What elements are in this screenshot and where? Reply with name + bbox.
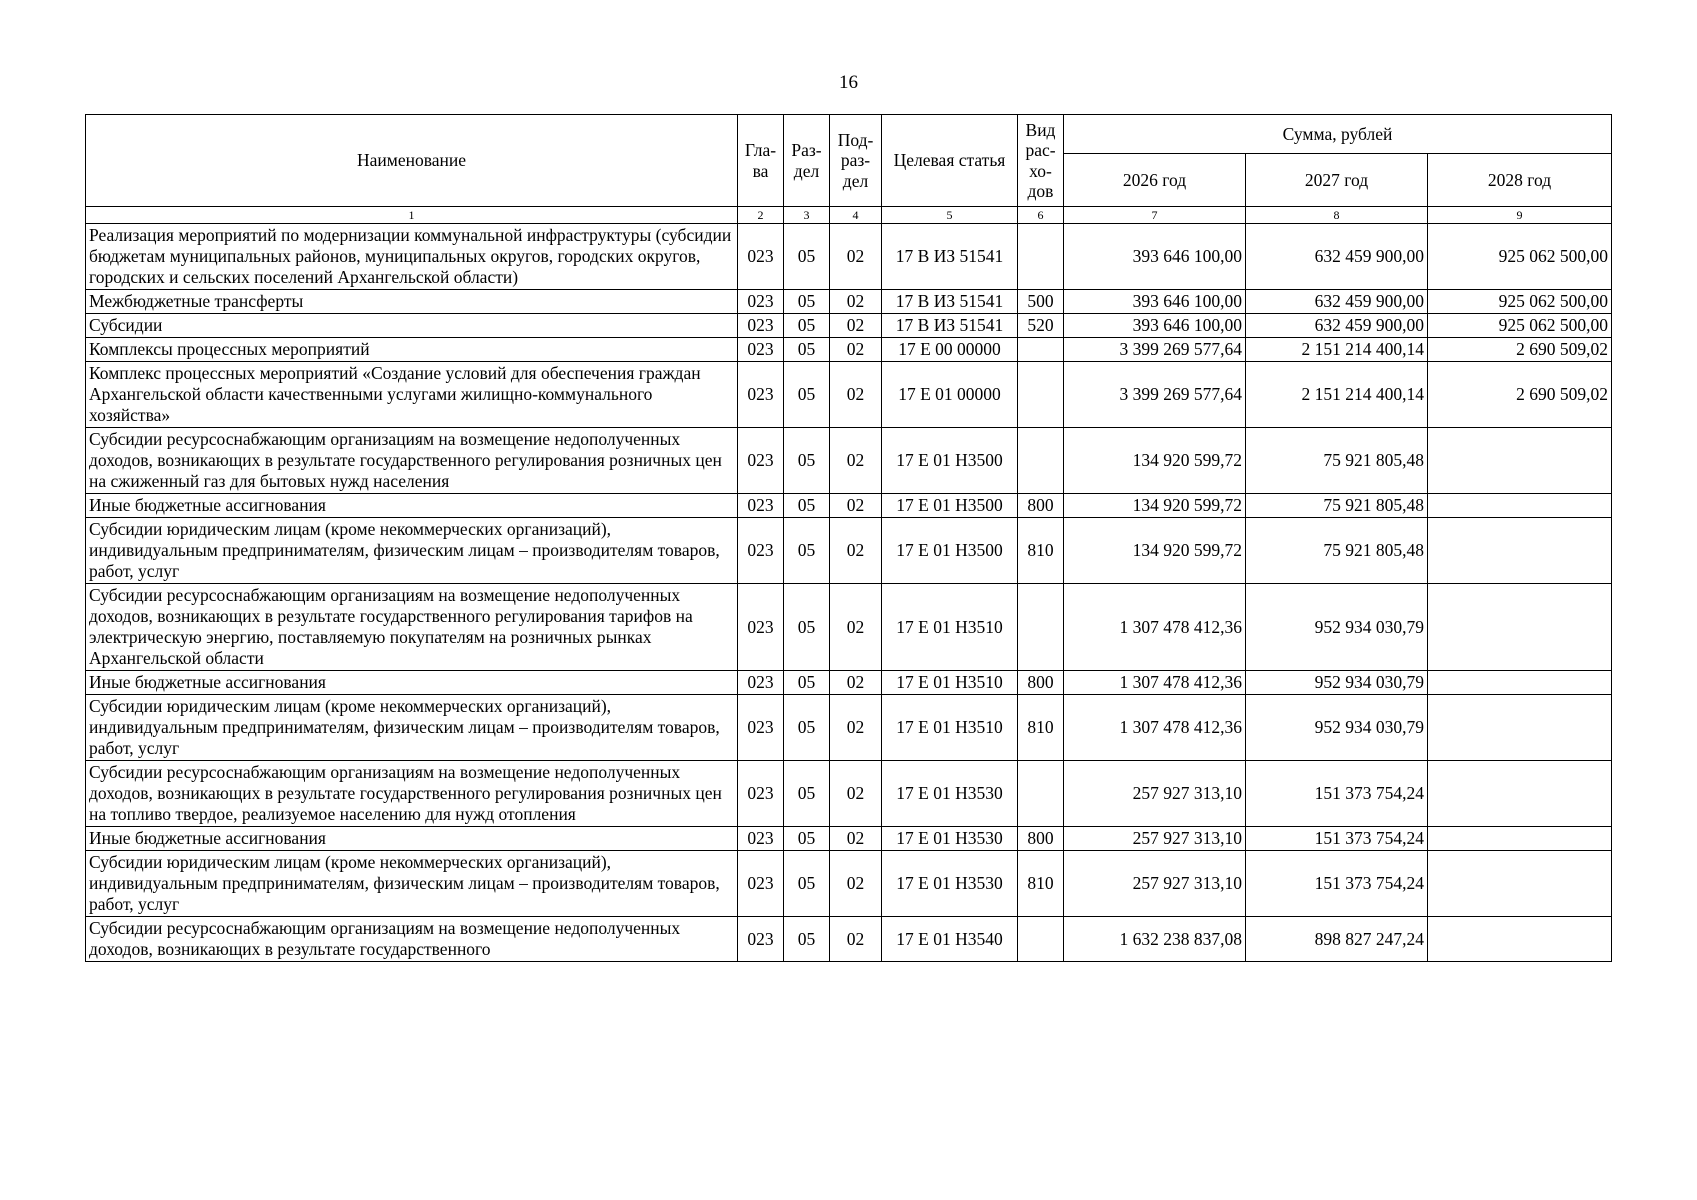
cell-celevaya-statya: 17 Е 01 Н3500 <box>882 518 1018 584</box>
cell-glava: 023 <box>738 224 784 290</box>
cell-name: Комплексы процессных мероприятий <box>86 338 738 362</box>
cell-name: Субсидии <box>86 314 738 338</box>
cell-sum-2027: 75 921 805,48 <box>1246 518 1428 584</box>
table-row <box>86 338 1612 362</box>
cell-celevaya-statya: 17 Е 01 Н3530 <box>882 761 1018 827</box>
cell-sum-2026: 1 632 238 837,08 <box>1064 917 1246 962</box>
cell-vid-rashodov <box>1018 362 1064 428</box>
cell-podrazdel: 02 <box>830 314 882 338</box>
cell-name: Иные бюджетные ассигнования <box>86 494 738 518</box>
cell-razdel: 05 <box>784 761 830 827</box>
header-vid-text: Вид рас-хо-дов <box>1025 120 1056 201</box>
header-celevaya <box>882 115 1018 207</box>
cell-glava: 023 <box>738 428 784 494</box>
column-number: 6 <box>1018 207 1064 224</box>
table-row <box>86 761 1612 827</box>
cell-sum-2027: 75 921 805,48 <box>1246 428 1428 494</box>
cell-vid-rashodov: 500 <box>1018 290 1064 314</box>
table-body <box>86 224 1612 962</box>
cell-celevaya-statya: 17 Е 01 Н3510 <box>882 671 1018 695</box>
cell-sum-2026: 1 307 478 412,36 <box>1064 584 1246 671</box>
table-row <box>86 362 1612 428</box>
cell-name: Субсидии ресурсоснабжающим организациям на возмещение недополученных доходов, возникающих в результате государственного регулирования розничных цен на топливо твердое, реализуемое населению для нужд отопления <box>86 761 738 827</box>
table-row <box>86 290 1612 314</box>
cell-podrazdel: 02 <box>830 761 882 827</box>
cell-podrazdel: 02 <box>830 917 882 962</box>
cell-glava: 023 <box>738 584 784 671</box>
cell-name: Субсидии юридическим лицам (кроме некоммерческих организаций), индивидуальным предпринимателям, физическим лицам – производителям товаров, работ, услуг <box>86 518 738 584</box>
cell-podrazdel: 02 <box>830 518 882 584</box>
table-row <box>86 518 1612 584</box>
cell-glava: 023 <box>738 494 784 518</box>
cell-sum-2026: 1 307 478 412,36 <box>1064 671 1246 695</box>
cell-razdel: 05 <box>784 362 830 428</box>
cell-vid-rashodov: 800 <box>1018 671 1064 695</box>
cell-razdel: 05 <box>784 224 830 290</box>
header-year-2027: 2027 год <box>1246 154 1428 207</box>
cell-celevaya-statya: 17 Е 00 00000 <box>882 338 1018 362</box>
table-row <box>86 695 1612 761</box>
cell-celevaya-statya: 17 В ИЗ 51541 <box>882 314 1018 338</box>
table-row <box>86 494 1612 518</box>
cell-celevaya-statya: 17 В ИЗ 51541 <box>882 290 1018 314</box>
cell-sum-2028 <box>1428 671 1612 695</box>
cell-sum-2027: 75 921 805,48 <box>1246 494 1428 518</box>
cell-razdel: 05 <box>784 290 830 314</box>
cell-name: Межбюджетные трансферты <box>86 290 738 314</box>
cell-podrazdel: 02 <box>830 224 882 290</box>
cell-sum-2027: 2 151 214 400,14 <box>1246 338 1428 362</box>
cell-podrazdel: 02 <box>830 290 882 314</box>
column-number: 4 <box>830 207 882 224</box>
cell-razdel: 05 <box>784 671 830 695</box>
header-razdel <box>784 115 830 207</box>
column-number: 1 <box>86 207 738 224</box>
table-row <box>86 917 1612 962</box>
cell-sum-2027: 632 459 900,00 <box>1246 224 1428 290</box>
cell-glava: 023 <box>738 851 784 917</box>
cell-razdel: 05 <box>784 518 830 584</box>
cell-celevaya-statya: 17 Е 01 00000 <box>882 362 1018 428</box>
cell-razdel: 05 <box>784 428 830 494</box>
cell-sum-2028: 925 062 500,00 <box>1428 224 1612 290</box>
cell-sum-2026: 393 646 100,00 <box>1064 224 1246 290</box>
cell-sum-2026: 257 927 313,10 <box>1064 761 1246 827</box>
cell-glava: 023 <box>738 695 784 761</box>
cell-name: Субсидии юридическим лицам (кроме некоммерческих организаций), индивидуальным предпринимателям, физическим лицам – производителям товаров, работ, услуг <box>86 851 738 917</box>
column-number: 9 <box>1428 207 1612 224</box>
cell-sum-2027: 151 373 754,24 <box>1246 827 1428 851</box>
cell-celevaya-statya: 17 Е 01 Н3510 <box>882 695 1018 761</box>
header-name: Наименование <box>86 115 738 207</box>
cell-name: Иные бюджетные ассигнования <box>86 671 738 695</box>
cell-razdel: 05 <box>784 917 830 962</box>
cell-glava: 023 <box>738 518 784 584</box>
cell-sum-2027: 632 459 900,00 <box>1246 314 1428 338</box>
cell-name: Субсидии ресурсоснабжающим организациям на возмещение недополученных доходов, возникающих в результате государственного регулирования тарифов на электрическую энергию, поставляемую покупателям на розничных рынках Архангельской области <box>86 584 738 671</box>
cell-glava: 023 <box>738 671 784 695</box>
cell-sum-2026: 393 646 100,00 <box>1064 290 1246 314</box>
column-number: 8 <box>1246 207 1428 224</box>
cell-glava: 023 <box>738 917 784 962</box>
header-celevaya-text: Целевая статья <box>893 150 1006 170</box>
cell-razdel: 05 <box>784 314 830 338</box>
cell-glava: 023 <box>738 290 784 314</box>
cell-podrazdel: 02 <box>830 827 882 851</box>
cell-sum-2028: 925 062 500,00 <box>1428 314 1612 338</box>
cell-sum-2028 <box>1428 584 1612 671</box>
cell-razdel: 05 <box>784 494 830 518</box>
column-number: 3 <box>784 207 830 224</box>
budget-table <box>85 114 1612 962</box>
cell-sum-2026: 1 307 478 412,36 <box>1064 695 1246 761</box>
cell-podrazdel: 02 <box>830 584 882 671</box>
header-podrazdel <box>830 115 882 207</box>
cell-glava: 023 <box>738 362 784 428</box>
cell-sum-2028 <box>1428 761 1612 827</box>
cell-vid-rashodov <box>1018 584 1064 671</box>
cell-sum-2026: 3 399 269 577,64 <box>1064 362 1246 428</box>
cell-sum-2027: 898 827 247,24 <box>1246 917 1428 962</box>
cell-celevaya-statya: 17 Е 01 Н3500 <box>882 428 1018 494</box>
cell-name: Иные бюджетные ассигнования <box>86 827 738 851</box>
cell-sum-2028: 2 690 509,02 <box>1428 338 1612 362</box>
cell-podrazdel: 02 <box>830 494 882 518</box>
cell-podrazdel: 02 <box>830 695 882 761</box>
cell-podrazdel: 02 <box>830 362 882 428</box>
cell-name: Субсидии ресурсоснабжающим организациям на возмещение недополученных доходов, возникающих в результате государственного регулирования розничных цен на сжиженный газ для бытовых нужд населения <box>86 428 738 494</box>
cell-vid-rashodov: 810 <box>1018 518 1064 584</box>
cell-razdel: 05 <box>784 338 830 362</box>
cell-sum-2027: 151 373 754,24 <box>1246 761 1428 827</box>
cell-vid-rashodov <box>1018 761 1064 827</box>
cell-sum-2026: 134 920 599,72 <box>1064 518 1246 584</box>
cell-celevaya-statya: 17 Е 01 Н3530 <box>882 851 1018 917</box>
cell-vid-rashodov: 800 <box>1018 827 1064 851</box>
table-row <box>86 827 1612 851</box>
header-year-2026: 2026 год <box>1064 154 1246 207</box>
cell-sum-2026: 393 646 100,00 <box>1064 314 1246 338</box>
cell-vid-rashodov: 810 <box>1018 695 1064 761</box>
cell-razdel: 05 <box>784 584 830 671</box>
cell-razdel: 05 <box>784 851 830 917</box>
cell-sum-2027: 952 934 030,79 <box>1246 695 1428 761</box>
cell-sum-2027: 952 934 030,79 <box>1246 584 1428 671</box>
cell-sum-2026: 257 927 313,10 <box>1064 827 1246 851</box>
cell-sum-2028 <box>1428 851 1612 917</box>
cell-sum-2028 <box>1428 494 1612 518</box>
cell-podrazdel: 02 <box>830 338 882 362</box>
cell-sum-2028 <box>1428 695 1612 761</box>
page-number: 16 <box>839 72 858 93</box>
cell-vid-rashodov <box>1018 224 1064 290</box>
cell-vid-rashodov <box>1018 338 1064 362</box>
cell-glava: 023 <box>738 761 784 827</box>
cell-sum-2027: 151 373 754,24 <box>1246 851 1428 917</box>
table-row <box>86 314 1612 338</box>
header-razdel-text: Раз-дел <box>791 140 822 181</box>
cell-celevaya-statya: 17 Е 01 Н3540 <box>882 917 1018 962</box>
column-number: 2 <box>738 207 784 224</box>
cell-sum-2027: 2 151 214 400,14 <box>1246 362 1428 428</box>
cell-sum-2026: 3 399 269 577,64 <box>1064 338 1246 362</box>
cell-podrazdel: 02 <box>830 851 882 917</box>
header-summa: Сумма, рублей <box>1064 115 1612 154</box>
header-vid <box>1018 115 1064 207</box>
cell-sum-2028: 925 062 500,00 <box>1428 290 1612 314</box>
cell-sum-2028: 2 690 509,02 <box>1428 362 1612 428</box>
cell-celevaya-statya: 17 В ИЗ 51541 <box>882 224 1018 290</box>
cell-vid-rashodov: 520 <box>1018 314 1064 338</box>
cell-name: Субсидии ресурсоснабжающим организациям на возмещение недополученных доходов, возникающих в результате государственного <box>86 917 738 962</box>
cell-sum-2026: 134 920 599,72 <box>1064 428 1246 494</box>
column-number: 5 <box>882 207 1018 224</box>
cell-name: Реализация мероприятий по модернизации коммунальной инфраструктуры (субсидии бюджетам муниципальных районов, муниципальных округов, городских округов, городских и сельских поселений Архангельской области) <box>86 224 738 290</box>
cell-vid-rashodov: 800 <box>1018 494 1064 518</box>
cell-sum-2026: 257 927 313,10 <box>1064 851 1246 917</box>
table-row <box>86 584 1612 671</box>
cell-sum-2028 <box>1428 917 1612 962</box>
header-podrazdel-text: Под-раз-дел <box>837 130 874 191</box>
cell-name: Субсидии юридическим лицам (кроме некоммерческих организаций), индивидуальным предпринимателям, физическим лицам – производителям товаров, работ, услуг <box>86 695 738 761</box>
table-row <box>86 428 1612 494</box>
table-row <box>86 851 1612 917</box>
cell-name: Комплекс процессных мероприятий «Создание условий для обеспечения граждан Архангельской области качественными услугами жилищно-коммунального хозяйства» <box>86 362 738 428</box>
cell-vid-rashodov <box>1018 917 1064 962</box>
cell-razdel: 05 <box>784 827 830 851</box>
cell-vid-rashodov: 810 <box>1018 851 1064 917</box>
header-glava <box>738 115 784 207</box>
cell-celevaya-statya: 17 Е 01 Н3510 <box>882 584 1018 671</box>
cell-sum-2028 <box>1428 428 1612 494</box>
table-row <box>86 224 1612 290</box>
cell-celevaya-statya: 17 Е 01 Н3500 <box>882 494 1018 518</box>
column-number: 7 <box>1064 207 1246 224</box>
column-number-row <box>86 207 1612 224</box>
table-row <box>86 671 1612 695</box>
cell-glava: 023 <box>738 314 784 338</box>
header-year-2028: 2028 год <box>1428 154 1612 207</box>
cell-sum-2027: 632 459 900,00 <box>1246 290 1428 314</box>
cell-glava: 023 <box>738 827 784 851</box>
cell-podrazdel: 02 <box>830 671 882 695</box>
cell-sum-2028 <box>1428 827 1612 851</box>
cell-sum-2027: 952 934 030,79 <box>1246 671 1428 695</box>
header-glava-text: Гла-ва <box>744 140 777 181</box>
cell-razdel: 05 <box>784 695 830 761</box>
cell-glava: 023 <box>738 338 784 362</box>
cell-celevaya-statya: 17 Е 01 Н3530 <box>882 827 1018 851</box>
cell-vid-rashodov <box>1018 428 1064 494</box>
cell-sum-2026: 134 920 599,72 <box>1064 494 1246 518</box>
cell-sum-2028 <box>1428 518 1612 584</box>
cell-podrazdel: 02 <box>830 428 882 494</box>
